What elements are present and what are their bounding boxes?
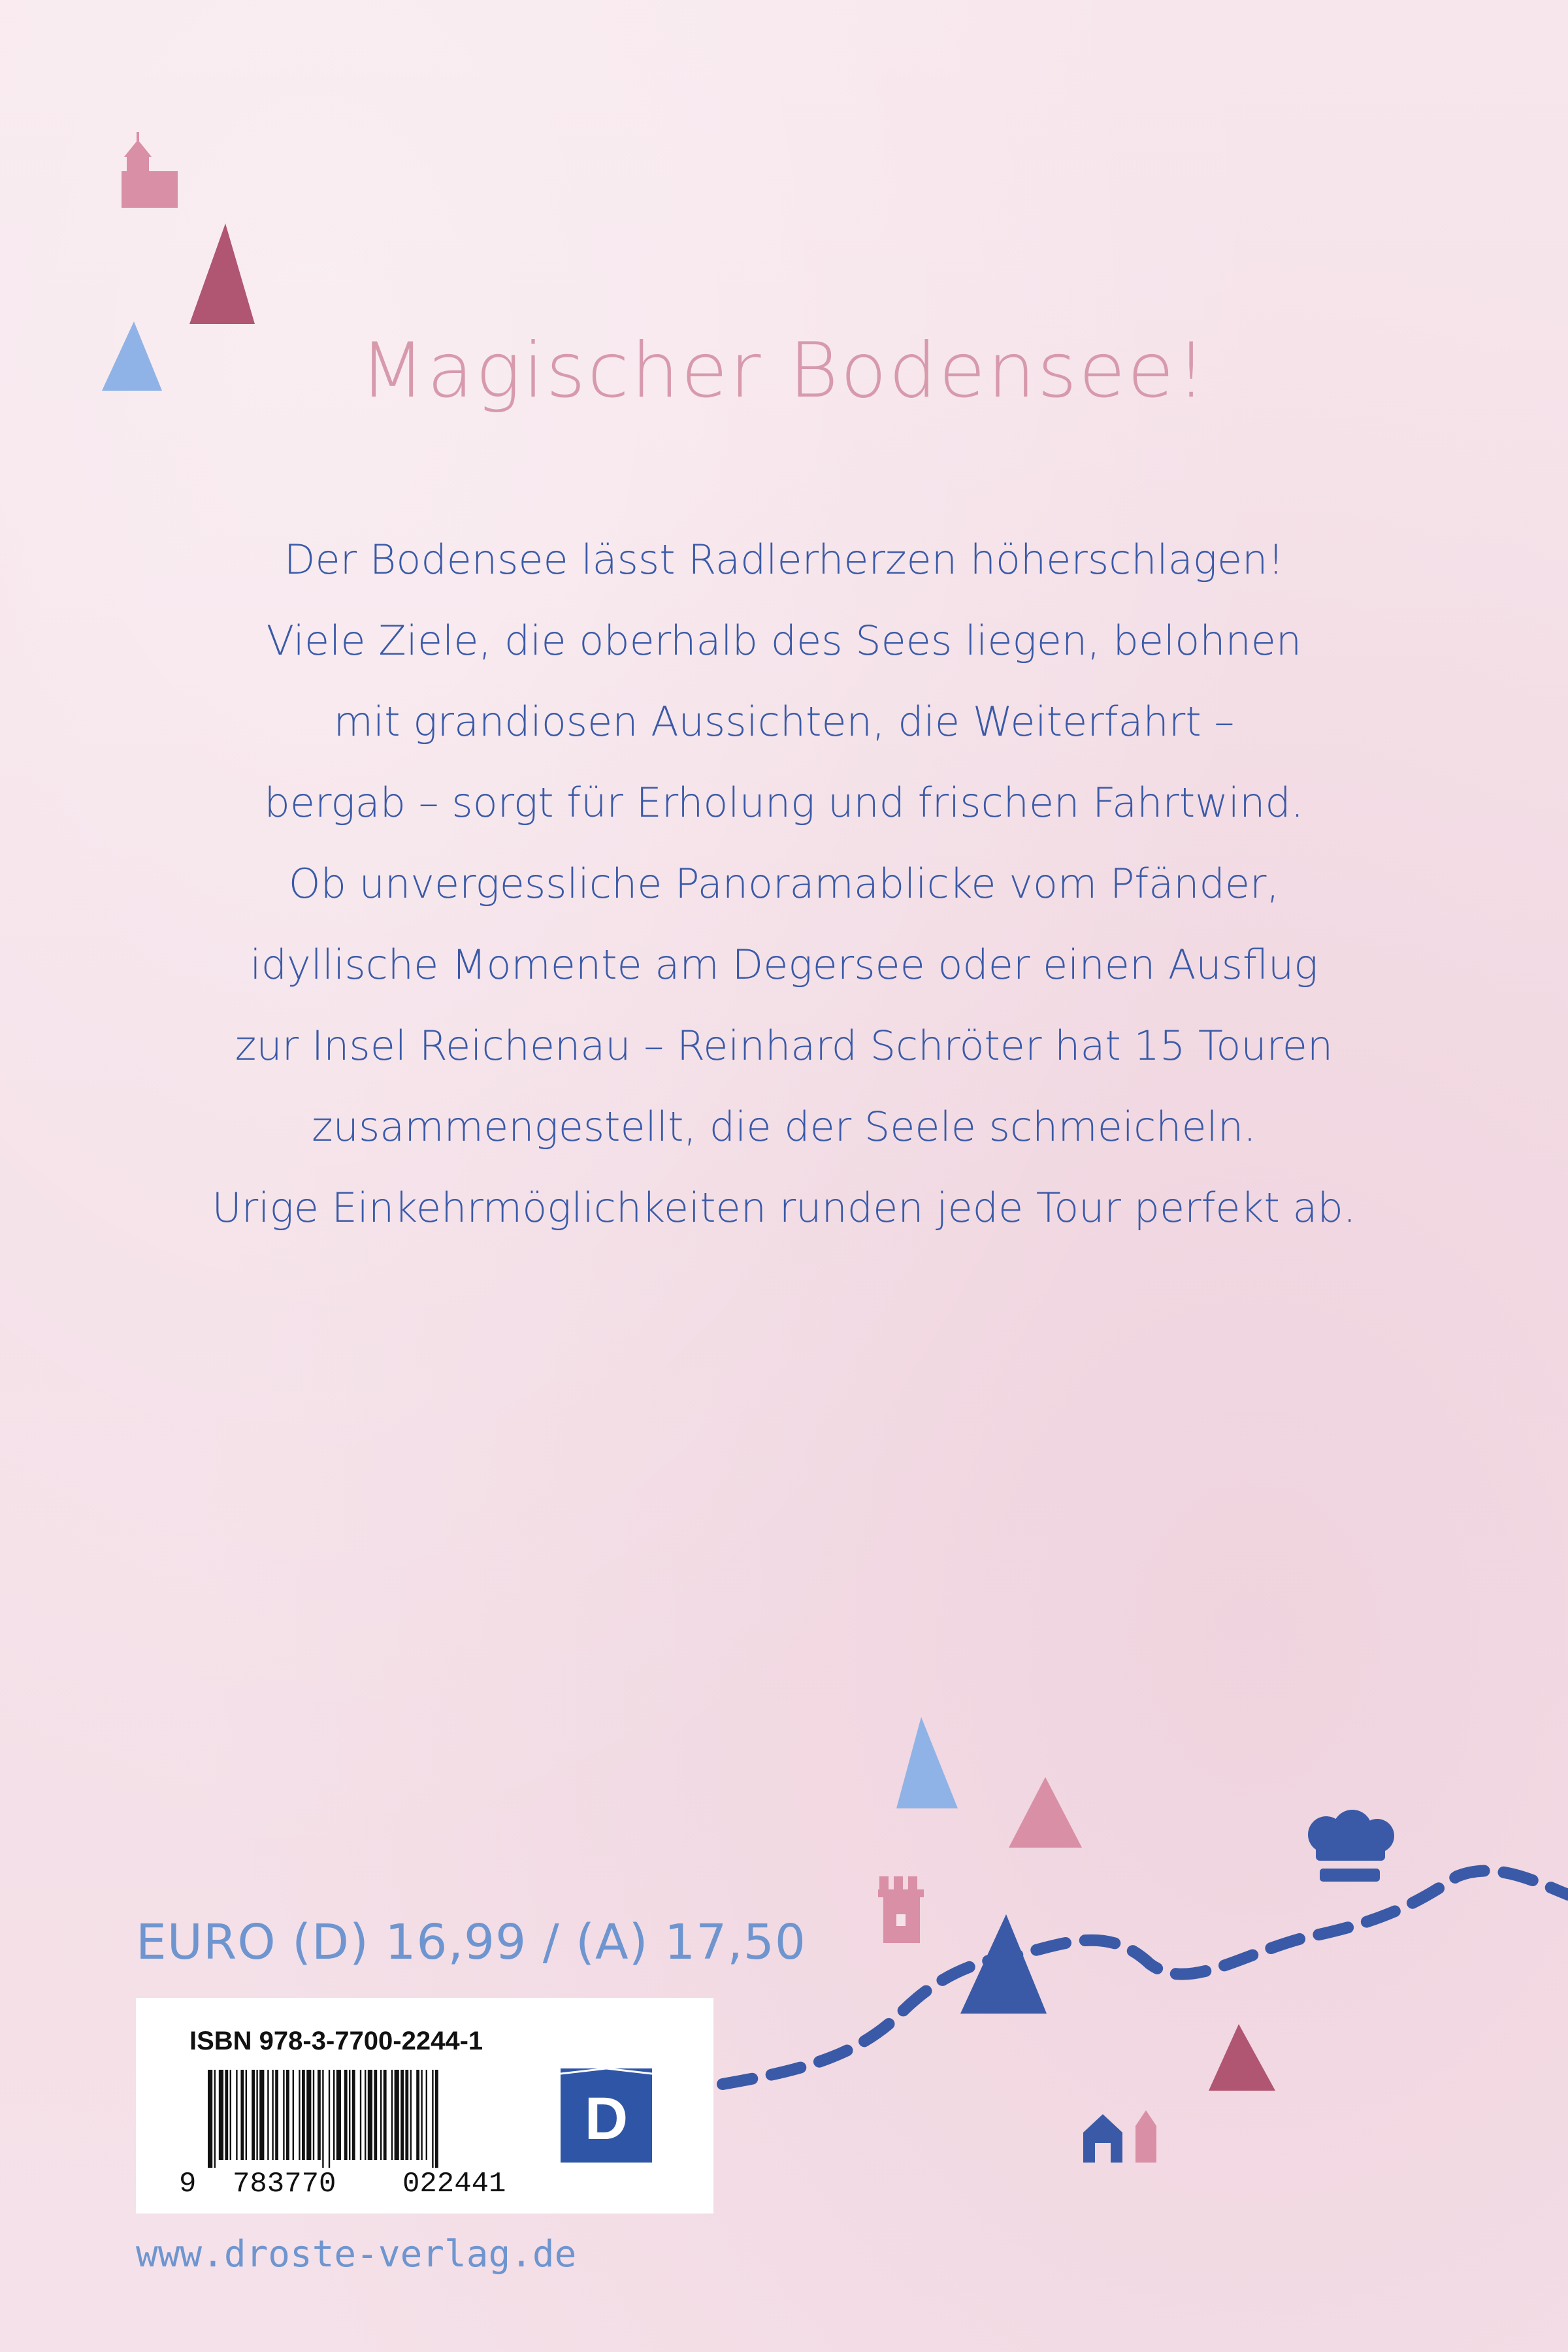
blurb-line: Viele Ziele, die oberhalb des Sees liegen, belohnen: [266, 617, 1302, 664]
route-line: [723, 1870, 1568, 2084]
barcode-digits-right: 022441: [402, 2168, 506, 2200]
mountain-icon: [1009, 1777, 1082, 1848]
publisher-logo: [561, 2068, 652, 2163]
barcode: [208, 2070, 534, 2168]
house-icon: [1083, 2110, 1156, 2163]
blurb-line: Ob unvergessliche Panoramablicke vom Pfänder,: [288, 860, 1280, 907]
isbn-label: ISBN 978-3-7700-2244-1: [189, 2027, 483, 2055]
chef-hat-icon: [1308, 1810, 1394, 1882]
price-label: EURO (D) 16,99 / (A) 17,50: [136, 1914, 806, 1970]
blurb-line: Urige Einkehrmöglichkeiten runden jede Tour perfekt ab.: [212, 1184, 1356, 1232]
blurb-line: mit grandiosen Aussichten, die Weiterfahrt –: [333, 698, 1235, 745]
publisher-url: www.droste-verlag.de: [136, 2233, 577, 2276]
page-title: Magischer Bodensee!: [359, 327, 1209, 415]
mountain-icon: [1209, 2024, 1275, 2091]
blurb-line: zur Insel Reichenau – Reinhard Schröter hat 15 Touren: [235, 1022, 1333, 1070]
castle-tower-icon: [878, 1876, 924, 1943]
blurb-line: idyllische Momente am Degersee oder einen Ausflug: [250, 941, 1318, 988]
mountain-icon: [189, 223, 255, 324]
blurb-line: bergab – sorgt für Erholung und frischen Fahrtwind.: [264, 779, 1304, 826]
mountain-icon: [896, 1717, 958, 1808]
barcode-digit-first: 9: [179, 2168, 197, 2200]
blurb-line: zusammengestellt, die der Seele schmeicheln.: [312, 1103, 1256, 1151]
church-icon: [122, 132, 178, 208]
blurb-text: [196, 519, 1372, 1249]
isbn-barcode-box: [136, 1998, 713, 2213]
publisher-logo-letter: D: [584, 2085, 629, 2152]
blurb-line: Der Bodensee lässt Radlerherzen höherschlagen!: [284, 536, 1284, 583]
barcode-digits-left: 783770: [233, 2168, 336, 2200]
